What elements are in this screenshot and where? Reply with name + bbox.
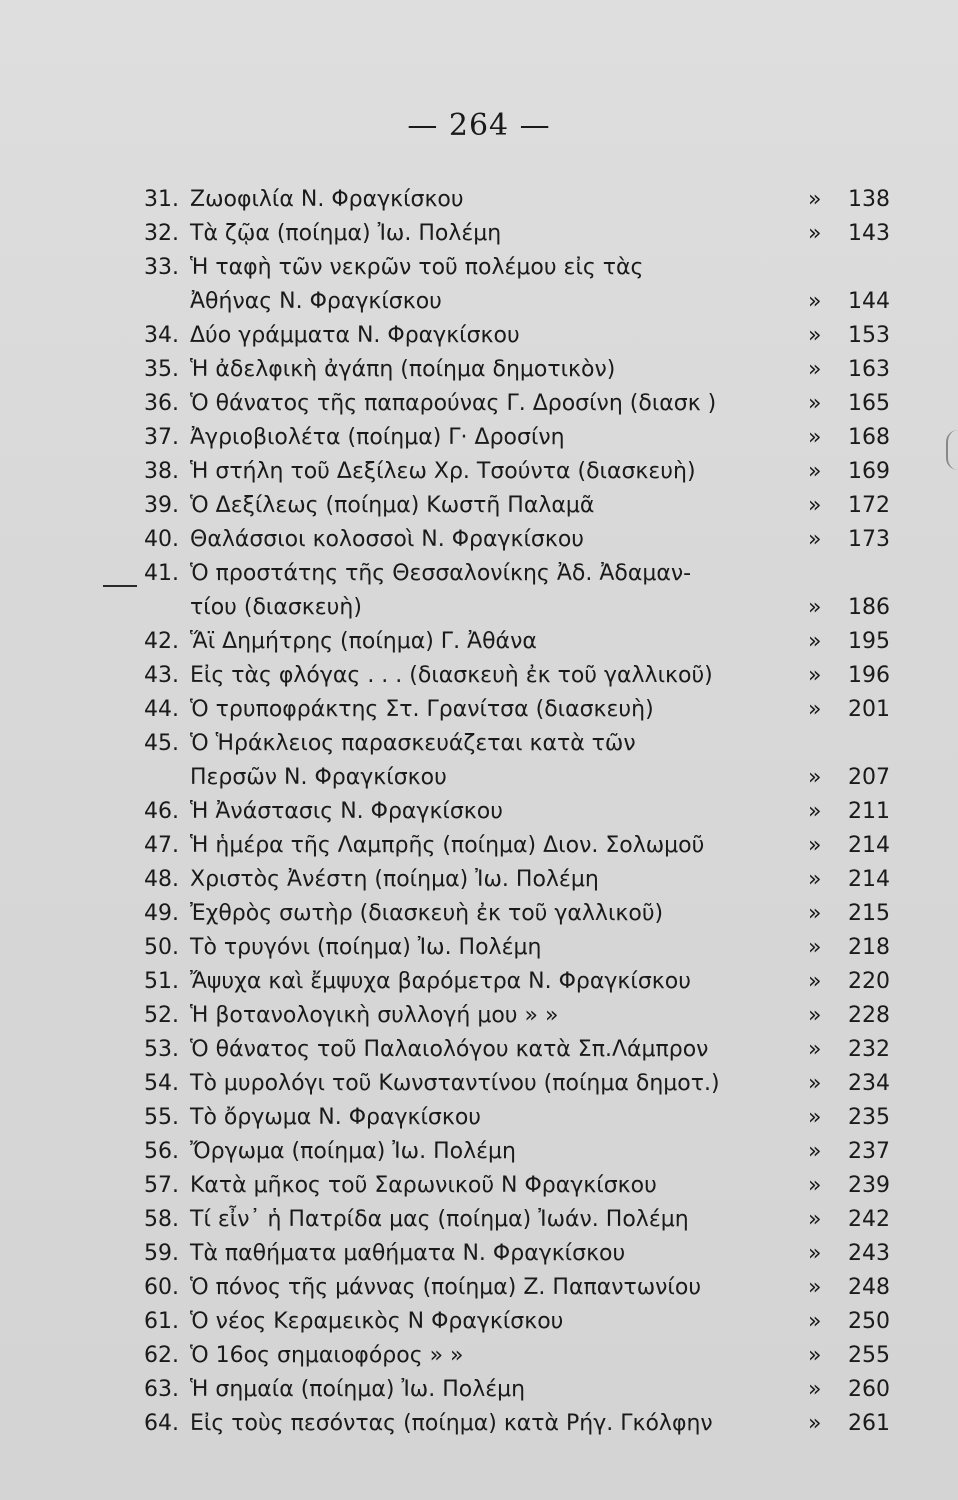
toc-entry — [140, 1271, 900, 1305]
entry-ditto-mark: » — [808, 459, 822, 484]
entry-page: 215 — [848, 901, 890, 926]
entry-number: 48. — [144, 867, 179, 892]
entry-page: 169 — [848, 459, 890, 484]
entry-ditto-mark: » — [808, 969, 822, 994]
entry-title: Ἡ στήλη τοῦ Δεξίλεω Χρ. Τσούντα (διασκευὴ) — [190, 459, 696, 484]
toc-entry — [140, 795, 900, 829]
entry-number: 55. — [144, 1105, 179, 1130]
toc-entry — [140, 999, 900, 1033]
entry-number: 32. — [144, 221, 179, 246]
entry-ditto-mark: » — [808, 867, 822, 892]
entry-page: 235 — [848, 1105, 890, 1130]
entry-ditto-mark: » — [808, 187, 822, 212]
entry-page: 163 — [848, 357, 890, 382]
entry-ditto-mark: » — [808, 663, 822, 688]
entry-title: Ὁ θάνατος τῆς παπαρούνας Γ. Δροσίνη (διασκ ) — [190, 391, 717, 416]
entry-page: 195 — [848, 629, 890, 654]
entry-number: 43. — [144, 663, 179, 688]
entry-page: 250 — [848, 1309, 890, 1334]
entry-ditto-mark: » — [808, 1275, 822, 1300]
entry-ditto-mark: » — [808, 935, 822, 960]
entry-title: Ἡ σημαία (ποίημα) Ἰω. Πολέμη — [190, 1377, 526, 1402]
entry-title: Τὰ ζῷα (ποίημα) Ἰω. Πολέμη — [190, 221, 502, 246]
entry-page: 153 — [848, 323, 890, 348]
entry-title: Τὰ παθήματα μαθήματα Ν. Φραγκίσκου — [190, 1241, 626, 1266]
entry-number: 52. — [144, 1003, 179, 1028]
entry-number: 64. — [144, 1411, 179, 1436]
entry-title: Ὁ προστάτης τῆς Θεσσαλονίκης Ἀδ. Ἀδαμαν- — [190, 561, 692, 586]
entry-page: 260 — [848, 1377, 890, 1402]
entry-number: 36. — [144, 391, 179, 416]
entry-ditto-mark: » — [808, 595, 822, 620]
toc-entry — [140, 863, 900, 897]
entry-number: 39. — [144, 493, 179, 518]
entry-number: 37. — [144, 425, 179, 450]
entry-ditto-mark: » — [808, 1105, 822, 1130]
entry-ditto-mark: » — [808, 1003, 822, 1028]
entry-ditto-mark: » — [808, 527, 822, 552]
margin-pencil-mark — [103, 585, 137, 587]
entry-title: Ὁ πόνος τῆς μάννας (ποίημα) Ζ. Παπαντωνίου — [190, 1275, 702, 1300]
entry-number: 61. — [144, 1309, 179, 1334]
toc-entry — [140, 523, 900, 557]
entry-page: 168 — [848, 425, 890, 450]
entry-page: 172 — [848, 493, 890, 518]
entry-page: 228 — [848, 1003, 890, 1028]
toc-entry — [140, 965, 900, 999]
toc-entry — [140, 489, 900, 523]
toc-entry — [140, 897, 900, 931]
entry-number: 54. — [144, 1071, 179, 1096]
entry-number: 53. — [144, 1037, 179, 1062]
toc-entry — [140, 183, 900, 217]
entry-page: 220 — [848, 969, 890, 994]
entry-number: 47. — [144, 833, 179, 858]
entry-title: Ἅϊ Δημήτρης (ποίημα) Γ. Ἀθάνα — [190, 629, 537, 654]
entry-title: τίου (διασκευὴ) — [190, 595, 362, 620]
entry-ditto-mark: » — [808, 1139, 822, 1164]
entry-page: 207 — [848, 765, 890, 790]
entry-number: 35. — [144, 357, 179, 382]
toc-entry — [140, 727, 900, 761]
entry-title: Ὁ Δεξίλεως (ποίημα) Κωστῆ Παλαμᾶ — [190, 493, 595, 518]
entry-ditto-mark: » — [808, 1411, 822, 1436]
entry-ditto-mark: » — [808, 799, 822, 824]
toc-entry — [140, 387, 900, 421]
entry-title: Περσῶν Ν. Φραγκίσκου — [190, 765, 447, 790]
entry-ditto-mark: » — [808, 289, 822, 314]
entry-number: 57. — [144, 1173, 179, 1198]
entry-page: 144 — [848, 289, 890, 314]
toc-entry — [140, 1067, 900, 1101]
entry-ditto-mark: » — [808, 1173, 822, 1198]
toc-entry — [140, 659, 900, 693]
entry-ditto-mark: » — [808, 1377, 822, 1402]
entry-page: 234 — [848, 1071, 890, 1096]
page-number: — 264 — — [407, 108, 551, 143]
entry-page: 243 — [848, 1241, 890, 1266]
entry-number: 59. — [144, 1241, 179, 1266]
entry-title: Ἡ ἀδελφικὴ ἀγάπη (ποίημα δημοτικὸν) — [190, 357, 616, 382]
entry-ditto-mark: » — [808, 629, 822, 654]
entry-title: Ὁ 16ος σημαιοφόρος » » — [190, 1343, 464, 1368]
entry-page: 214 — [848, 833, 890, 858]
toc-entry — [140, 1373, 900, 1407]
entry-number: 49. — [144, 901, 179, 926]
toc-entry — [140, 1237, 900, 1271]
entry-title: Ἡ ἡμέρα τῆς Λαμπρῆς (ποίημα) Διον. Σολωμοῦ — [190, 833, 705, 858]
toc-entry — [140, 455, 900, 489]
page-edge-mark — [946, 430, 958, 470]
entry-title: Ἐχθρὸς σωτὴρ (διασκευὴ ἐκ τοῦ γαλλικοῦ) — [190, 901, 664, 926]
entry-title: Ζωοφιλία Ν. Φραγκίσκου — [190, 187, 464, 212]
entry-page: 196 — [848, 663, 890, 688]
entry-title: Εἰς τὰς φλόγας . . . (διασκευὴ ἐκ τοῦ γαλλικοῦ) — [190, 663, 713, 688]
entry-ditto-mark: » — [808, 425, 822, 450]
entry-page: 232 — [848, 1037, 890, 1062]
entry-ditto-mark: » — [808, 1309, 822, 1334]
toc-entry — [140, 1135, 900, 1169]
toc-entry — [140, 353, 900, 387]
entry-page: 255 — [848, 1343, 890, 1368]
entry-number: 50. — [144, 935, 179, 960]
toc-entry — [140, 557, 900, 591]
toc-entry — [140, 931, 900, 965]
entry-title: Ὁ Ἡράκλειος παρασκευάζεται κατὰ τῶν — [190, 731, 636, 756]
entry-number: 34. — [144, 323, 179, 348]
entry-number: 46. — [144, 799, 179, 824]
entry-page: 218 — [848, 935, 890, 960]
entry-page: 211 — [848, 799, 890, 824]
entry-title: Ὁ νέος Κεραμεικὸς Ν Φραγκίσκου — [190, 1309, 564, 1334]
toc-entry — [140, 251, 900, 285]
entry-ditto-mark: » — [808, 901, 822, 926]
entry-number: 45. — [144, 731, 179, 756]
entry-title: Ὁ θάνατος τοῦ Παλαιολόγου κατὰ Σπ.Λάμπρον — [190, 1037, 709, 1062]
entry-title: Θαλάσσιοι κολοσσοὶ Ν. Φραγκίσκου — [190, 527, 585, 552]
toc-entry — [140, 761, 900, 795]
toc-entry — [140, 693, 900, 727]
entry-title: Ἀθήνας Ν. Φραγκίσκου — [190, 289, 442, 314]
toc-entry — [140, 1203, 900, 1237]
entry-page: 261 — [848, 1411, 890, 1436]
entry-page: 242 — [848, 1207, 890, 1232]
entry-number: 33. — [144, 255, 179, 280]
toc-entry — [140, 1407, 900, 1441]
entry-title: Τὸ μυρολόγι τοῦ Κωνσταντίνου (ποίημα δημοτ.) — [190, 1071, 720, 1096]
entry-number: 63. — [144, 1377, 179, 1402]
entry-ditto-mark: » — [808, 221, 822, 246]
toc-entry — [140, 285, 900, 319]
entry-ditto-mark: » — [808, 765, 822, 790]
toc-entry — [140, 1339, 900, 1373]
entry-number: 40. — [144, 527, 179, 552]
entry-number: 51. — [144, 969, 179, 994]
toc-entry — [140, 591, 900, 625]
entry-ditto-mark: » — [808, 833, 822, 858]
entry-ditto-mark: » — [808, 697, 822, 722]
entry-ditto-mark: » — [808, 323, 822, 348]
entry-number: 31. — [144, 187, 179, 212]
entry-title: Εἰς τοὺς πεσόντας (ποίημα) κατὰ Ρήγ. Γκόλφην — [190, 1411, 713, 1436]
entry-title: Ἀγριοβιολέτα (ποίημα) Γ· Δροσίνη — [190, 425, 565, 450]
toc-entry — [140, 1169, 900, 1203]
toc-entry — [140, 421, 900, 455]
entry-title: Ἡ βοτανολογικὴ συλλογή μου » » — [190, 1003, 559, 1028]
entry-title: Κατὰ μῆκος τοῦ Σαρωνικοῦ Ν Φραγκίσκου — [190, 1173, 657, 1198]
entry-page: 143 — [848, 221, 890, 246]
entry-ditto-mark: » — [808, 1207, 822, 1232]
entry-number: 56. — [144, 1139, 179, 1164]
entry-ditto-mark: » — [808, 1343, 822, 1368]
toc-entry — [140, 625, 900, 659]
toc-entry — [140, 319, 900, 353]
entry-title: Ὄργωμα (ποίημα) Ἰω. Πολέμη — [190, 1139, 516, 1164]
entry-ditto-mark: » — [808, 1037, 822, 1062]
entry-title: Ἡ ταφὴ τῶν νεκρῶν τοῦ πολέμου εἰς τὰς — [190, 255, 644, 280]
entry-title: Χριστὸς Ἀνέστη (ποίημα) Ἰω. Πολέμη — [190, 867, 599, 892]
toc-entry — [140, 829, 900, 863]
toc-entry — [140, 1033, 900, 1067]
entry-ditto-mark: » — [808, 1241, 822, 1266]
entry-number: 41. — [144, 561, 179, 586]
entry-page: 201 — [848, 697, 890, 722]
entry-page: 214 — [848, 867, 890, 892]
entry-number: 58. — [144, 1207, 179, 1232]
entry-ditto-mark: » — [808, 391, 822, 416]
table-of-contents — [140, 183, 900, 1441]
entry-number: 44. — [144, 697, 179, 722]
entry-title: Δύο γράμματα Ν. Φραγκίσκου — [190, 323, 520, 348]
entry-page: 239 — [848, 1173, 890, 1198]
entry-title: Τὸ τρυγόνι (ποίημα) Ἰω. Πολέμη — [190, 935, 542, 960]
entry-title: Ἄψυχα καὶ ἔμψυχα βαρόμετρα Ν. Φραγκίσκου — [190, 969, 691, 994]
entry-number: 42. — [144, 629, 179, 654]
entry-page: 165 — [848, 391, 890, 416]
entry-ditto-mark: » — [808, 1071, 822, 1096]
entry-page: 237 — [848, 1139, 890, 1164]
entry-title: Ἡ Ἀνάστασις Ν. Φραγκίσκου — [190, 799, 503, 824]
entry-number: 60. — [144, 1275, 179, 1300]
entry-page: 138 — [848, 187, 890, 212]
entry-title: Ὁ τρυποφράκτης Στ. Γρανίτσα (διασκευὴ) — [190, 697, 654, 722]
toc-entry — [140, 1305, 900, 1339]
entry-title: Τὸ ὄργωμα Ν. Φραγκίσκου — [190, 1105, 482, 1130]
entry-page: 173 — [848, 527, 890, 552]
entry-ditto-mark: » — [808, 493, 822, 518]
entry-title: Τί εἶν᾽ ἡ Πατρίδα μας (ποίημα) Ἰωάν. Πολέμη — [190, 1207, 689, 1232]
entry-ditto-mark: » — [808, 357, 822, 382]
toc-entry — [140, 217, 900, 251]
entry-number: 62. — [144, 1343, 179, 1368]
entry-page: 186 — [848, 595, 890, 620]
entry-number: 38. — [144, 459, 179, 484]
entry-page: 248 — [848, 1275, 890, 1300]
toc-entry — [140, 1101, 900, 1135]
